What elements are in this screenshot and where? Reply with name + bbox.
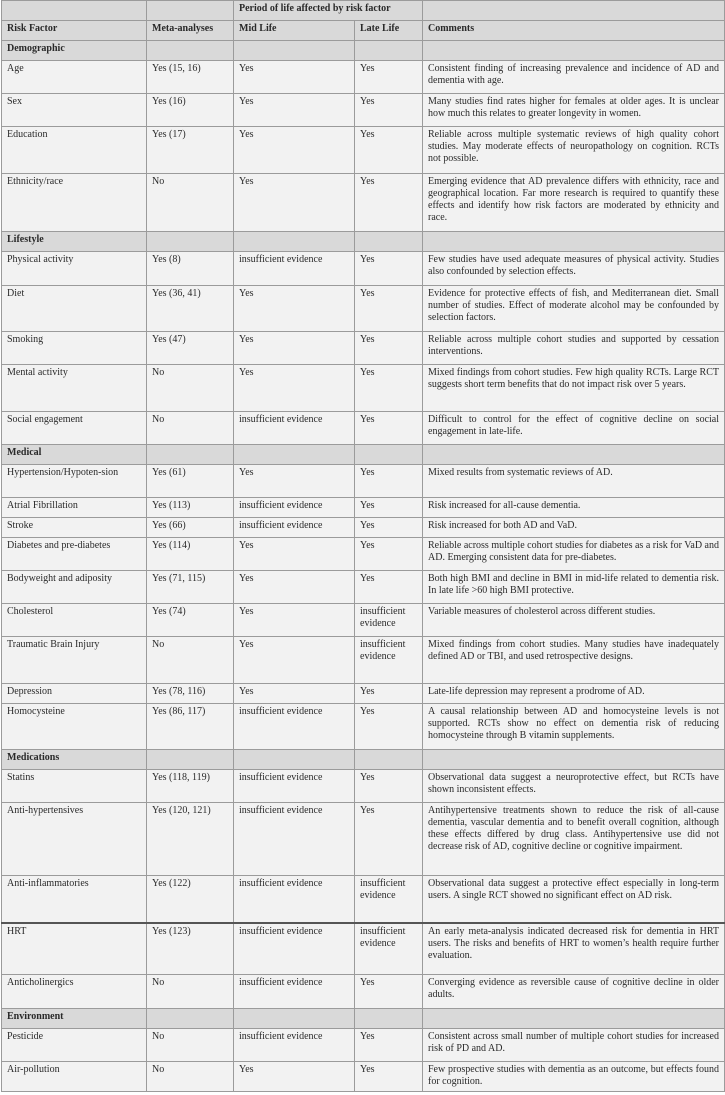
meta-analyses-cell: Yes (114) bbox=[147, 538, 234, 571]
late-life-cell: Yes bbox=[355, 684, 423, 704]
late-life-cell: Yes bbox=[355, 465, 423, 498]
table-row bbox=[2, 803, 725, 876]
meta-analyses-cell: Yes (74) bbox=[147, 604, 234, 637]
risk-factor-cell: Hypertension/Hypoten-sion bbox=[2, 465, 147, 498]
period-title: Period of life affected by risk factor bbox=[234, 1, 423, 21]
meta-analyses-cell: No bbox=[147, 975, 234, 1009]
comments-cell: Emerging evidence that AD prevalence differs with ethnicity, race and geographical location. Far more research is required to quantify these effects and identify how risk factors are moderated by ethnicity and race. bbox=[423, 174, 725, 232]
late-life-cell: Yes bbox=[355, 332, 423, 365]
mid-life-cell: Yes bbox=[234, 127, 355, 174]
section-title: Demographic bbox=[2, 41, 147, 61]
late-life-cell: Yes bbox=[355, 704, 423, 750]
section-header-row bbox=[2, 1009, 725, 1029]
mid-life-cell: insufficient evidence bbox=[234, 518, 355, 538]
col-risk-factor: Risk Factor bbox=[2, 21, 147, 41]
table-row bbox=[2, 876, 725, 923]
section-title: Lifestyle bbox=[2, 232, 147, 252]
risk-factor-cell: Cholesterol bbox=[2, 604, 147, 637]
late-life-cell: Yes bbox=[355, 94, 423, 127]
mid-life-cell: insufficient evidence bbox=[234, 876, 355, 923]
header-row-period bbox=[2, 1, 725, 21]
meta-analyses-cell: Yes (122) bbox=[147, 876, 234, 923]
table-row bbox=[2, 1029, 725, 1062]
comments-cell: Reliable across multiple systematic reviews of high quality cohort studies. May moderate effects of neuropathology on cognition. RCTs not possible. bbox=[423, 127, 725, 174]
table-row bbox=[2, 365, 725, 412]
risk-factor-cell: Diet bbox=[2, 286, 147, 332]
section-empty-cell bbox=[147, 445, 234, 465]
meta-analyses-cell: Yes (61) bbox=[147, 465, 234, 498]
comments-cell: Difficult to control for the effect of cognitive decline on social engagement in late-life. bbox=[423, 412, 725, 445]
risk-factor-cell: Statins bbox=[2, 770, 147, 803]
meta-analyses-cell: Yes (36, 41) bbox=[147, 286, 234, 332]
section-empty-cell bbox=[355, 232, 423, 252]
mid-life-cell: insufficient evidence bbox=[234, 923, 355, 975]
section-title: Medical bbox=[2, 445, 147, 465]
late-life-cell: Yes bbox=[355, 127, 423, 174]
late-life-cell: Yes bbox=[355, 286, 423, 332]
table-row bbox=[2, 412, 725, 445]
late-life-cell: Yes bbox=[355, 412, 423, 445]
table-row bbox=[2, 637, 725, 684]
late-life-cell: Yes bbox=[355, 538, 423, 571]
section-title: Medications bbox=[2, 750, 147, 770]
section-empty-cell bbox=[355, 750, 423, 770]
col-mid-life: Mid Life bbox=[234, 21, 355, 41]
risk-factor-cell: Education bbox=[2, 127, 147, 174]
mid-life-cell: Yes bbox=[234, 94, 355, 127]
meta-analyses-cell: Yes (120, 121) bbox=[147, 803, 234, 876]
meta-analyses-cell: Yes (123) bbox=[147, 923, 234, 975]
risk-factor-cell: Smoking bbox=[2, 332, 147, 365]
mid-life-cell: insufficient evidence bbox=[234, 770, 355, 803]
table-row bbox=[2, 465, 725, 498]
section-empty-cell bbox=[147, 750, 234, 770]
header-empty-cell bbox=[423, 1, 725, 21]
late-life-cell: Yes bbox=[355, 518, 423, 538]
risk-factor-table bbox=[1, 0, 725, 1092]
table-row bbox=[2, 94, 725, 127]
risk-factor-cell: Anti-inflammatories bbox=[2, 876, 147, 923]
mid-life-cell: Yes bbox=[234, 174, 355, 232]
comments-cell: Variable measures of cholesterol across different studies. bbox=[423, 604, 725, 637]
late-life-cell: insufficient evidence bbox=[355, 923, 423, 975]
table-row bbox=[2, 923, 725, 975]
section-empty-cell bbox=[234, 232, 355, 252]
mid-life-cell: Yes bbox=[234, 1062, 355, 1092]
mid-life-cell: insufficient evidence bbox=[234, 498, 355, 518]
meta-analyses-cell: Yes (15, 16) bbox=[147, 61, 234, 94]
comments-cell: Both high BMI and decline in BMI in mid-life related to dementia risk. In late life >60 high BMI protective. bbox=[423, 571, 725, 604]
late-life-cell: Yes bbox=[355, 365, 423, 412]
table-row bbox=[2, 286, 725, 332]
section-empty-cell bbox=[234, 41, 355, 61]
meta-analyses-cell: No bbox=[147, 1029, 234, 1062]
table-row bbox=[2, 604, 725, 637]
risk-factor-cell: Sex bbox=[2, 94, 147, 127]
header-empty-cell bbox=[2, 1, 147, 21]
risk-factor-cell: Stroke bbox=[2, 518, 147, 538]
table-row bbox=[2, 571, 725, 604]
header-row-columns bbox=[2, 21, 725, 41]
comments-cell: Converging evidence as reversible cause of cognitive decline in older adults. bbox=[423, 975, 725, 1009]
comments-cell: Consistent finding of increasing prevalence and incidence of AD and dementia with age. bbox=[423, 61, 725, 94]
section-empty-cell bbox=[423, 750, 725, 770]
meta-analyses-cell: No bbox=[147, 365, 234, 412]
comments-cell: A causal relationship between AD and homocysteine levels is not supported. RCTs show no effect on dementia risk of reducing homocysteine through B vitamin supplements. bbox=[423, 704, 725, 750]
section-empty-cell bbox=[147, 41, 234, 61]
header-empty-cell bbox=[147, 1, 234, 21]
comments-cell: An early meta-analysis indicated decreased risk for dementia in HRT users. The risks and benefits of HRT to women’s health require further evaluation. bbox=[423, 923, 725, 975]
section-empty-cell bbox=[234, 750, 355, 770]
table-row bbox=[2, 1062, 725, 1092]
late-life-cell: Yes bbox=[355, 61, 423, 94]
section-empty-cell bbox=[147, 232, 234, 252]
meta-analyses-cell: No bbox=[147, 412, 234, 445]
risk-factor-cell: Atrial Fibrillation bbox=[2, 498, 147, 518]
mid-life-cell: insufficient evidence bbox=[234, 704, 355, 750]
mid-life-cell: Yes bbox=[234, 538, 355, 571]
risk-factor-cell: Bodyweight and adiposity bbox=[2, 571, 147, 604]
comments-cell: Observational data suggest a neuroprotective effect, but RCTs have shown inconsistent effects. bbox=[423, 770, 725, 803]
table-row bbox=[2, 498, 725, 518]
risk-factor-cell: Anti-hypertensives bbox=[2, 803, 147, 876]
mid-life-cell: insufficient evidence bbox=[234, 252, 355, 286]
table-row bbox=[2, 127, 725, 174]
mid-life-cell: insufficient evidence bbox=[234, 1029, 355, 1062]
comments-cell: Risk increased for both AD and VaD. bbox=[423, 518, 725, 538]
table-row bbox=[2, 770, 725, 803]
late-life-cell: Yes bbox=[355, 174, 423, 232]
mid-life-cell: insufficient evidence bbox=[234, 412, 355, 445]
risk-factor-cell: Social engagement bbox=[2, 412, 147, 445]
table-row bbox=[2, 975, 725, 1009]
table-row bbox=[2, 174, 725, 232]
comments-cell: Consistent across small number of multiple cohort studies for increased risk of PD and AD. bbox=[423, 1029, 725, 1062]
meta-analyses-cell: Yes (8) bbox=[147, 252, 234, 286]
risk-factor-cell: Anticholinergics bbox=[2, 975, 147, 1009]
table-row bbox=[2, 61, 725, 94]
meta-analyses-cell: Yes (86, 117) bbox=[147, 704, 234, 750]
risk-factor-cell: Depression bbox=[2, 684, 147, 704]
meta-analyses-cell: Yes (17) bbox=[147, 127, 234, 174]
comments-cell: Reliable across multiple cohort studies and supported by cessation interventions. bbox=[423, 332, 725, 365]
risk-factor-cell: Age bbox=[2, 61, 147, 94]
section-header-row bbox=[2, 445, 725, 465]
risk-factor-cell: Traumatic Brain Injury bbox=[2, 637, 147, 684]
meta-analyses-cell: Yes (47) bbox=[147, 332, 234, 365]
meta-analyses-cell: Yes (118, 119) bbox=[147, 770, 234, 803]
late-life-cell: Yes bbox=[355, 803, 423, 876]
col-meta-analyses: Meta-analyses bbox=[147, 21, 234, 41]
late-life-cell: Yes bbox=[355, 770, 423, 803]
meta-analyses-cell: Yes (71, 115) bbox=[147, 571, 234, 604]
table-row bbox=[2, 252, 725, 286]
risk-factor-cell: Pesticide bbox=[2, 1029, 147, 1062]
meta-analyses-cell: Yes (16) bbox=[147, 94, 234, 127]
table-row bbox=[2, 518, 725, 538]
comments-cell: Many studies find rates higher for females at older ages. It is unclear how much this relates to greater longevity in women. bbox=[423, 94, 725, 127]
mid-life-cell: insufficient evidence bbox=[234, 975, 355, 1009]
mid-life-cell: Yes bbox=[234, 684, 355, 704]
risk-factor-cell: Homocysteine bbox=[2, 704, 147, 750]
late-life-cell: Yes bbox=[355, 1029, 423, 1062]
comments-cell: Few prospective studies with dementia as an outcome, but effects found for cognition. bbox=[423, 1062, 725, 1092]
late-life-cell: Yes bbox=[355, 252, 423, 286]
late-life-cell: Yes bbox=[355, 571, 423, 604]
mid-life-cell: Yes bbox=[234, 604, 355, 637]
late-life-cell: insufficient evidence bbox=[355, 876, 423, 923]
table-row bbox=[2, 332, 725, 365]
risk-factor-cell: Ethnicity/race bbox=[2, 174, 147, 232]
mid-life-cell: Yes bbox=[234, 286, 355, 332]
comments-cell: Risk increased for all-cause dementia. bbox=[423, 498, 725, 518]
comments-cell: Mixed results from systematic reviews of AD. bbox=[423, 465, 725, 498]
comments-cell: Evidence for protective effects of fish, and Mediterranean diet. Small number of studies. Effect of moderate alcohol may be confounded by selection factors. bbox=[423, 286, 725, 332]
late-life-cell: insufficient evidence bbox=[355, 604, 423, 637]
meta-analyses-cell: No bbox=[147, 174, 234, 232]
late-life-cell: insufficient evidence bbox=[355, 637, 423, 684]
meta-analyses-cell: No bbox=[147, 1062, 234, 1092]
risk-factor-cell: Physical activity bbox=[2, 252, 147, 286]
table-row bbox=[2, 538, 725, 571]
section-header-row bbox=[2, 41, 725, 61]
comments-cell: Late-life depression may represent a prodrome of AD. bbox=[423, 684, 725, 704]
mid-life-cell: Yes bbox=[234, 365, 355, 412]
section-empty-cell bbox=[423, 1009, 725, 1029]
comments-cell: Mixed findings from cohort studies. Many studies have inadequately defined AD or TBI, and used retrospective designs. bbox=[423, 637, 725, 684]
section-header-row bbox=[2, 750, 725, 770]
comments-cell: Mixed findings from cohort studies. Few high quality RCTs. Large RCT suggests short term benefits that do not impact risk over 5 years. bbox=[423, 365, 725, 412]
risk-factor-cell: Mental activity bbox=[2, 365, 147, 412]
table-row bbox=[2, 704, 725, 750]
comments-cell: Observational data suggest a protective effect especially in long-term users. A single RCT showed no significant effect on AD risk. bbox=[423, 876, 725, 923]
section-empty-cell bbox=[234, 1009, 355, 1029]
table-row bbox=[2, 684, 725, 704]
risk-factor-cell: Diabetes and pre-diabetes bbox=[2, 538, 147, 571]
meta-analyses-cell: Yes (113) bbox=[147, 498, 234, 518]
comments-cell: Few studies have used adequate measures of physical activity. Studies also confounded by selection effects. bbox=[423, 252, 725, 286]
meta-analyses-cell: No bbox=[147, 637, 234, 684]
section-empty-cell bbox=[147, 1009, 234, 1029]
section-empty-cell bbox=[423, 445, 725, 465]
comments-cell: Antihypertensive treatments shown to reduce the risk of all-cause dementia, vascular dementia and to benefit overall cognition, although these effects differed by drug class. Antihypertensive use did not decrease risk of AD, cognitive decline or cognitive impairment. bbox=[423, 803, 725, 876]
late-life-cell: Yes bbox=[355, 1062, 423, 1092]
mid-life-cell: Yes bbox=[234, 332, 355, 365]
section-header-row bbox=[2, 232, 725, 252]
meta-analyses-cell: Yes (78, 116) bbox=[147, 684, 234, 704]
section-empty-cell bbox=[423, 232, 725, 252]
meta-analyses-cell: Yes (66) bbox=[147, 518, 234, 538]
risk-factor-cell: HRT bbox=[2, 923, 147, 975]
section-empty-cell bbox=[355, 41, 423, 61]
mid-life-cell: Yes bbox=[234, 571, 355, 604]
section-title: Environment bbox=[2, 1009, 147, 1029]
section-empty-cell bbox=[423, 41, 725, 61]
mid-life-cell: Yes bbox=[234, 465, 355, 498]
comments-cell: Reliable across multiple cohort studies for diabetes as a risk for VaD and AD. Emerging consistent data for pre-diabetes. bbox=[423, 538, 725, 571]
late-life-cell: Yes bbox=[355, 498, 423, 518]
section-empty-cell bbox=[234, 445, 355, 465]
mid-life-cell: insufficient evidence bbox=[234, 803, 355, 876]
col-comments: Comments bbox=[423, 21, 725, 41]
mid-life-cell: Yes bbox=[234, 61, 355, 94]
risk-factor-cell: Air-pollution bbox=[2, 1062, 147, 1092]
section-empty-cell bbox=[355, 1009, 423, 1029]
section-empty-cell bbox=[355, 445, 423, 465]
col-late-life: Late Life bbox=[355, 21, 423, 41]
mid-life-cell: Yes bbox=[234, 637, 355, 684]
late-life-cell: Yes bbox=[355, 975, 423, 1009]
